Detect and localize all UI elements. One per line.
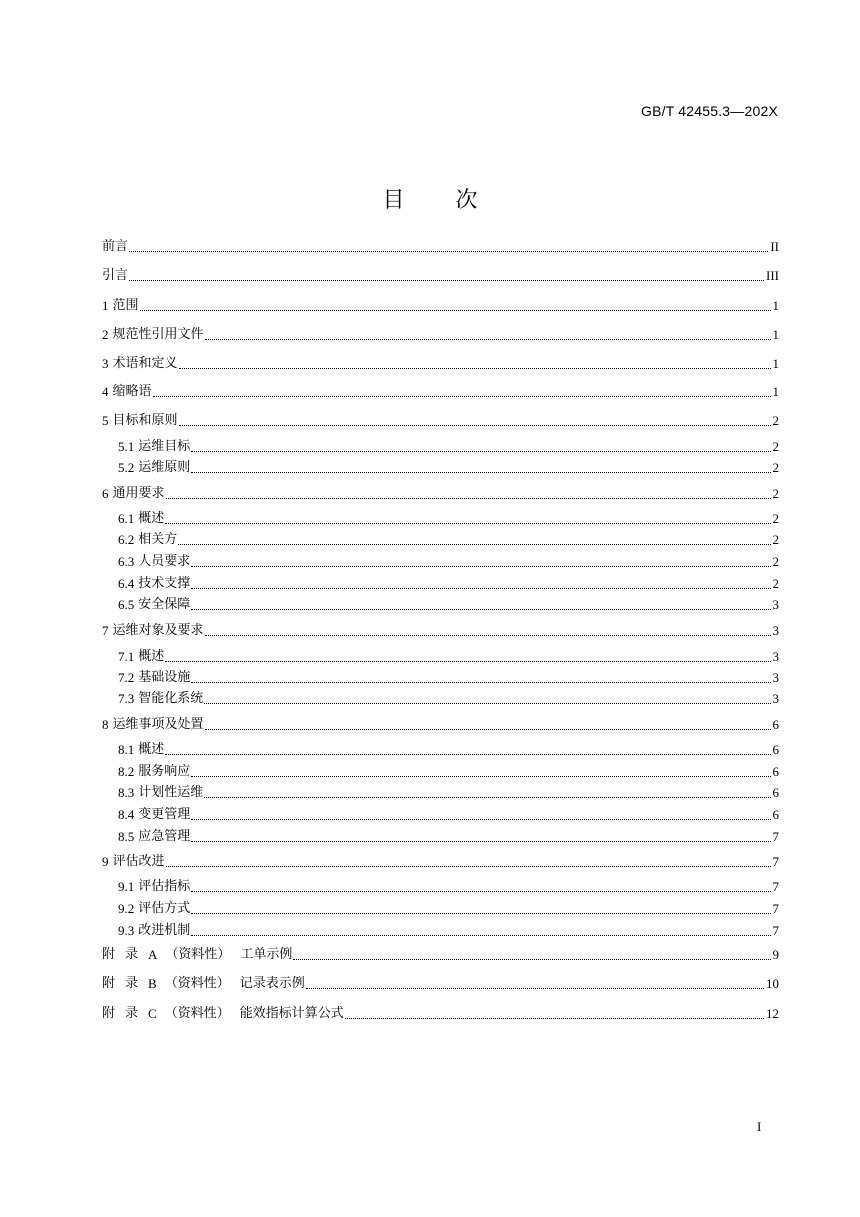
- toc-entry[interactable]: [102, 236, 779, 256]
- dot-leader: [166, 498, 771, 499]
- toc-entry-number: 9.3: [118, 923, 135, 938]
- toc-entry[interactable]: [102, 295, 779, 315]
- annex-prefix: 附录: [102, 947, 149, 962]
- toc-entry-number: 5: [102, 413, 109, 428]
- toc-entry-label: 运维对象及要求: [112, 623, 204, 638]
- page-number: I: [757, 1119, 762, 1134]
- toc-entry-page: 1: [772, 356, 779, 371]
- toc-entry[interactable]: [118, 876, 779, 896]
- toc-entry-label: 应急管理: [138, 829, 191, 844]
- annex-prefix: 附录: [102, 1006, 149, 1021]
- dot-leader: [293, 959, 770, 960]
- dot-leader: [165, 523, 770, 524]
- toc-entry[interactable]: [118, 667, 779, 687]
- toc-entry-page: 7: [772, 901, 779, 916]
- dot-leader: [140, 310, 771, 311]
- dot-leader: [129, 251, 768, 252]
- toc-entry-number: 8.1: [118, 742, 135, 757]
- toc-entry-page: 2: [772, 439, 779, 454]
- toc-entry[interactable]: [102, 714, 779, 734]
- annex-page: 9: [772, 947, 779, 962]
- toc-entry-number: 7.2: [118, 670, 135, 685]
- toc-entry-label: 安全保障: [138, 597, 191, 612]
- dot-leader: [191, 472, 770, 473]
- dot-leader: [205, 729, 771, 730]
- dot-leader: [345, 1018, 764, 1019]
- toc-entry-page: 6: [772, 785, 779, 800]
- toc-entry-number: 6.5: [118, 597, 135, 612]
- toc-entry-page: 3: [772, 691, 779, 706]
- annex-label: 记录表示例: [239, 976, 305, 991]
- toc-entry-label: 概述: [138, 649, 165, 664]
- dot-leader: [204, 703, 770, 704]
- toc-entry[interactable]: [102, 353, 779, 373]
- toc-entry-page: 2: [772, 554, 779, 569]
- toc-entry[interactable]: [102, 851, 779, 871]
- toc-entry-number: 6.2: [118, 532, 135, 547]
- toc-title: 目 次: [382, 188, 500, 213]
- toc-entry[interactable]: [102, 324, 779, 344]
- dot-leader: [178, 544, 770, 545]
- dot-leader: [191, 682, 770, 683]
- toc-entry-label: 前言: [102, 239, 129, 254]
- toc-entry-label: 规范性引用文件: [112, 327, 204, 342]
- dot-leader: [204, 797, 770, 798]
- toc-entry[interactable]: [118, 826, 779, 846]
- dot-leader: [179, 368, 771, 369]
- annex-page: 12: [766, 1006, 779, 1021]
- toc-entry-page: 3: [772, 623, 779, 638]
- toc-entry-page: 3: [772, 670, 779, 685]
- toc-entry-label: 变更管理: [138, 807, 191, 822]
- toc-entry[interactable]: [102, 620, 779, 640]
- toc-entry-number: 8: [102, 717, 109, 732]
- toc-entry-number: 9.1: [118, 879, 135, 894]
- toc-entry-page: 2: [772, 413, 779, 428]
- toc-entry-label: 智能化系统: [138, 691, 204, 706]
- toc-entry-label: 运维目标: [138, 439, 191, 454]
- toc-entry-label: 技术支撑: [138, 576, 191, 591]
- toc-entry-number: 9: [102, 854, 109, 869]
- toc-entry-label: 基础设施: [138, 670, 191, 685]
- dot-leader: [153, 396, 771, 397]
- dot-leader: [165, 754, 770, 755]
- toc-entry[interactable]: [118, 508, 779, 528]
- toc-entry-number: 1: [102, 298, 109, 313]
- toc-entry-label: 服务响应: [138, 764, 191, 779]
- dot-leader: [129, 280, 764, 281]
- toc-entry[interactable]: [102, 265, 779, 285]
- dot-leader: [191, 935, 770, 936]
- toc-entry-number: 4: [102, 384, 109, 399]
- toc-entry-number: 7: [102, 623, 109, 638]
- annex-type: （资料性）: [164, 1006, 230, 1021]
- toc-entry-label: 概述: [138, 742, 165, 757]
- dot-leader: [205, 339, 771, 340]
- toc-entry-label: 计划性运维: [138, 785, 204, 800]
- toc-entry[interactable]: [118, 920, 779, 940]
- toc-entry-page: 1: [772, 327, 779, 342]
- toc-entry-label: 运维原则: [138, 460, 191, 475]
- dot-leader: [191, 451, 770, 452]
- toc-entry-label: 运维事项及处置: [112, 717, 204, 732]
- toc-entry[interactable]: [102, 381, 779, 401]
- toc-entry-number: 7.3: [118, 691, 135, 706]
- toc-entry-number: 2: [102, 327, 109, 342]
- toc-entry[interactable]: [118, 573, 779, 593]
- dot-leader: [191, 913, 770, 914]
- toc-entry-page: 3: [772, 649, 779, 664]
- annex-letter: C: [148, 1006, 157, 1021]
- toc-entry-number: 8.4: [118, 807, 135, 822]
- toc-entry-label: 目标和原则: [112, 413, 178, 428]
- toc-entry-number: 6.3: [118, 554, 135, 569]
- toc-entry[interactable]: [118, 804, 779, 824]
- toc-entry-page: 6: [772, 807, 779, 822]
- toc-annex-entry[interactable]: [102, 944, 779, 964]
- dot-leader: [191, 566, 770, 567]
- dot-leader: [191, 841, 770, 842]
- annex-page: 10: [766, 976, 779, 991]
- toc-entry[interactable]: [118, 594, 779, 614]
- dot-leader: [191, 819, 770, 820]
- toc-entry-label: 概述: [138, 511, 165, 526]
- toc-entry-page: II: [770, 239, 779, 254]
- toc-entry[interactable]: [118, 739, 779, 759]
- toc-entry-label: 人员要求: [138, 554, 191, 569]
- toc-entry-page: 7: [772, 829, 779, 844]
- toc-entry-number: 5.2: [118, 460, 135, 475]
- toc-entry[interactable]: [118, 688, 779, 708]
- toc-entry-page: 1: [772, 298, 779, 313]
- dot-leader: [179, 425, 771, 426]
- toc-entry[interactable]: [102, 410, 779, 430]
- toc-entry-number: 6: [102, 486, 109, 501]
- annex-letter: A: [148, 947, 158, 962]
- annex-label: 能效指标计算公式: [239, 1006, 344, 1021]
- toc-entry-page: 6: [772, 764, 779, 779]
- toc-entry-number: 8.5: [118, 829, 135, 844]
- dot-leader: [191, 891, 770, 892]
- annex-type: （资料性）: [164, 976, 230, 991]
- annex-type: （资料性）: [165, 947, 231, 962]
- toc-entry-label: 通用要求: [112, 486, 165, 501]
- toc-entry-page: III: [766, 268, 779, 283]
- toc-entry-label: 评估改进: [112, 854, 165, 869]
- toc-entry[interactable]: [118, 898, 779, 918]
- toc-annex-entry[interactable]: [102, 1003, 779, 1023]
- toc-entry-page: 3: [772, 597, 779, 612]
- toc-entry-page: 7: [772, 923, 779, 938]
- toc-entry-label: 相关方: [138, 532, 178, 547]
- toc-entry-number: 7.1: [118, 649, 135, 664]
- annex-prefix: 附录: [102, 976, 149, 991]
- toc-entry-number: 8.2: [118, 764, 135, 779]
- toc-entry[interactable]: [118, 551, 779, 571]
- annex-label: 工单示例: [240, 947, 293, 962]
- dot-leader: [205, 635, 771, 636]
- annex-letter: B: [148, 976, 157, 991]
- dot-leader: [191, 609, 770, 610]
- toc-entry-label: 术语和定义: [112, 356, 178, 371]
- toc-entry-page: 7: [772, 854, 779, 869]
- toc-entry-page: 2: [772, 460, 779, 475]
- toc-entry[interactable]: [118, 457, 779, 477]
- toc-entry[interactable]: [102, 483, 779, 503]
- toc-entry-page: 2: [772, 486, 779, 501]
- toc-entry-page: 2: [772, 576, 779, 591]
- dot-leader: [306, 988, 764, 989]
- toc-entry-number: 6.4: [118, 576, 135, 591]
- toc-entry-label: 缩略语: [112, 384, 152, 399]
- toc-entry-label: 评估方式: [138, 901, 191, 916]
- document-code: GB/T 42455.3—202X: [640, 103, 778, 119]
- toc-entry-label: 范围: [112, 298, 139, 313]
- toc-entry-label: 改进机制: [138, 923, 191, 938]
- toc-entry[interactable]: [118, 646, 779, 666]
- toc-annex-entry[interactable]: [102, 973, 779, 993]
- toc-entry-label: 引言: [102, 268, 129, 283]
- toc-entry-page: 6: [772, 717, 779, 732]
- toc-entry-number: 3: [102, 356, 109, 371]
- toc-entry-page: 2: [772, 511, 779, 526]
- toc-entry[interactable]: [118, 761, 779, 781]
- toc-entry-page: 2: [772, 532, 779, 547]
- toc-entry-number: 5.1: [118, 439, 135, 454]
- toc-entry-page: 1: [772, 384, 779, 399]
- dot-leader: [191, 588, 770, 589]
- toc-entry-number: 6.1: [118, 511, 135, 526]
- dot-leader: [165, 661, 770, 662]
- toc-entry-number: 8.3: [118, 785, 135, 800]
- toc-entry[interactable]: [118, 436, 779, 456]
- toc-entry[interactable]: [118, 782, 779, 802]
- toc-entry-number: 9.2: [118, 901, 135, 916]
- toc-entry-page: 7: [772, 879, 779, 894]
- dot-leader: [166, 866, 771, 867]
- toc-entry-label: 评估指标: [138, 879, 191, 894]
- dot-leader: [191, 776, 770, 777]
- toc-entry[interactable]: [118, 529, 779, 549]
- toc-entry-page: 6: [772, 742, 779, 757]
